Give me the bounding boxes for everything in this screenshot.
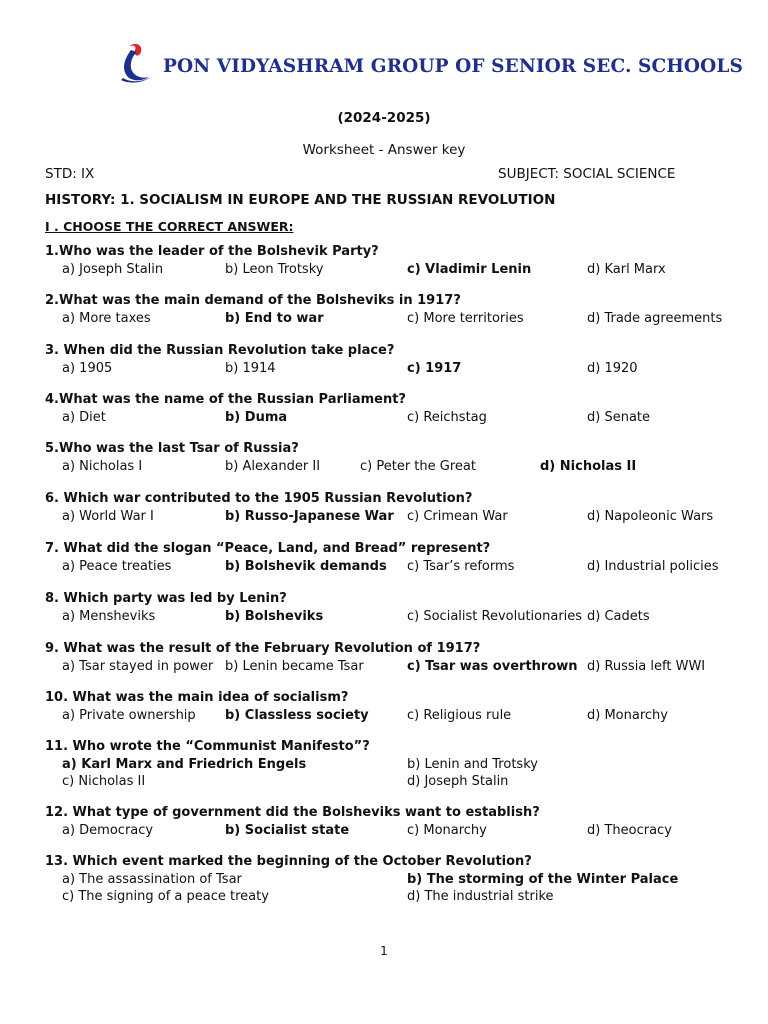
question-text: 2.What was the main demand of the Bolsheviks in 1917? — [45, 293, 461, 308]
answer-option: d) Industrial policies — [587, 559, 719, 574]
correct-option: d) Nicholas II — [540, 459, 637, 474]
answer-option: a) Mensheviks — [62, 609, 156, 624]
question-item — [45, 640, 745, 674]
answer-option: b) Lenin and Trotsky — [407, 757, 538, 772]
question-text: 4.What was the name of the Russian Parliament? — [45, 392, 406, 407]
subject-label: SUBJECT: SOCIAL SCIENCE — [498, 166, 676, 182]
correct-option: b) End to war — [225, 311, 324, 326]
answer-option: d) Senate — [587, 410, 651, 425]
answer-option: d) 1920 — [587, 361, 638, 376]
answer-option: c) Monarchy — [407, 823, 487, 838]
answer-option: a) The assassination of Tsar — [62, 872, 242, 887]
answer-option: a) Tsar stayed in power — [62, 659, 214, 674]
question-item — [45, 689, 745, 723]
answer-option: d) Monarchy — [587, 708, 668, 723]
answer-option: c) More territories — [407, 311, 524, 326]
question-text: 8. Which party was led by Lenin? — [45, 591, 287, 606]
academic-year: (2024-2025) — [337, 110, 431, 126]
correct-option: c) Vladimir Lenin — [407, 262, 532, 277]
correct-option: a) Karl Marx and Friedrich Engels — [62, 757, 307, 772]
answer-option: c) Socialist Revolutionaries — [407, 609, 583, 624]
question-item — [45, 738, 745, 789]
answer-option: b) 1914 — [225, 361, 276, 376]
answer-option: d) Napoleonic Wars — [587, 509, 714, 524]
question-text: 7. What did the slogan “Peace, Land, and Bread” represent? — [45, 541, 491, 556]
answer-option: d) Theocracy — [587, 823, 672, 838]
question-item — [45, 590, 745, 624]
question-item — [45, 292, 745, 326]
answer-option: a) 1905 — [62, 361, 113, 376]
chapter-title: HISTORY: 1. SOCIALISM IN EUROPE AND THE RUSSIAN REVOLUTION — [45, 192, 556, 208]
correct-option: b) Russo-Japanese War — [225, 509, 394, 524]
answer-option: c) Crimean War — [407, 509, 508, 524]
answer-option: c) Religious rule — [407, 708, 512, 723]
correct-option: b) Bolshevik demands — [225, 559, 387, 574]
question-item — [45, 540, 745, 574]
question-text: 13. Which event marked the beginning of the October Revolution? — [45, 854, 532, 869]
question-item — [45, 243, 745, 277]
answer-option: b) Alexander II — [225, 459, 321, 474]
question-text: 5.Who was the last Tsar of Russia? — [45, 441, 299, 456]
answer-option: c) The signing of a peace treaty — [62, 889, 269, 904]
section-title: I . CHOOSE THE CORRECT ANSWER: — [45, 219, 294, 234]
answer-option: a) World War I — [62, 509, 154, 524]
correct-option: b) Duma — [225, 410, 288, 425]
answer-option: a) Peace treaties — [62, 559, 172, 574]
answer-option: d) The industrial strike — [407, 889, 554, 904]
answer-option: c) Tsar’s reforms — [407, 559, 515, 574]
question-item — [45, 490, 745, 524]
question-text: 11. Who wrote the “Communist Manifesto”? — [45, 739, 370, 754]
question-text: 1.Who was the leader of the Bolshevik Party? — [45, 244, 379, 259]
question-text: 12. What type of government did the Bolsheviks want to establish? — [45, 805, 540, 820]
answer-option: a) Diet — [62, 410, 106, 425]
correct-option: c) 1917 — [407, 361, 462, 376]
answer-option: c) Reichstag — [407, 410, 487, 425]
page-number: 1 — [380, 944, 388, 958]
answer-option: b) Leon Trotsky — [225, 262, 324, 277]
question-text: 10. What was the main idea of socialism? — [45, 690, 349, 705]
answer-option: a) More taxes — [62, 311, 151, 326]
correct-option: c) Tsar was overthrown — [407, 659, 578, 674]
question-text: 6. Which war contributed to the 1905 Russian Revolution? — [45, 491, 473, 506]
correct-option: b) The storming of the Winter Palace — [407, 872, 679, 887]
answer-option: d) Karl Marx — [587, 262, 666, 277]
answer-option: c) Peter the Great — [360, 459, 476, 474]
answer-option: c) Nicholas II — [62, 774, 146, 789]
question-item — [45, 391, 745, 425]
correct-option: b) Socialist state — [225, 823, 350, 838]
std-label: STD: IX — [45, 166, 95, 182]
worksheet-title: Worksheet - Answer key — [302, 142, 466, 158]
answer-option: d) Russia left WWI — [587, 659, 706, 674]
school-name: PON VIDYASHRAM GROUP OF SENIOR SEC. SCHOOLS — [163, 56, 743, 77]
question-item — [45, 804, 745, 838]
answer-option: a) Nicholas I — [62, 459, 143, 474]
question-text: 9. What was the result of the February Revolution of 1917? — [45, 641, 481, 656]
correct-option: b) Bolsheviks — [225, 609, 324, 624]
answer-option: d) Cadets — [587, 609, 650, 624]
answer-option: d) Joseph Stalin — [407, 774, 509, 789]
question-item — [45, 440, 745, 474]
question-text: 3. When did the Russian Revolution take place? — [45, 343, 395, 358]
school-logo-icon — [115, 40, 159, 86]
answer-option: a) Joseph Stalin — [62, 262, 164, 277]
question-item — [45, 853, 745, 904]
answer-option: d) Trade agreements — [587, 311, 723, 326]
answer-option: a) Private ownership — [62, 708, 196, 723]
question-item — [45, 342, 745, 376]
answer-option: b) Lenin became Tsar — [225, 659, 364, 674]
answer-option: a) Democracy — [62, 823, 154, 838]
correct-option: b) Classless society — [225, 708, 369, 723]
school-header — [115, 40, 743, 90]
